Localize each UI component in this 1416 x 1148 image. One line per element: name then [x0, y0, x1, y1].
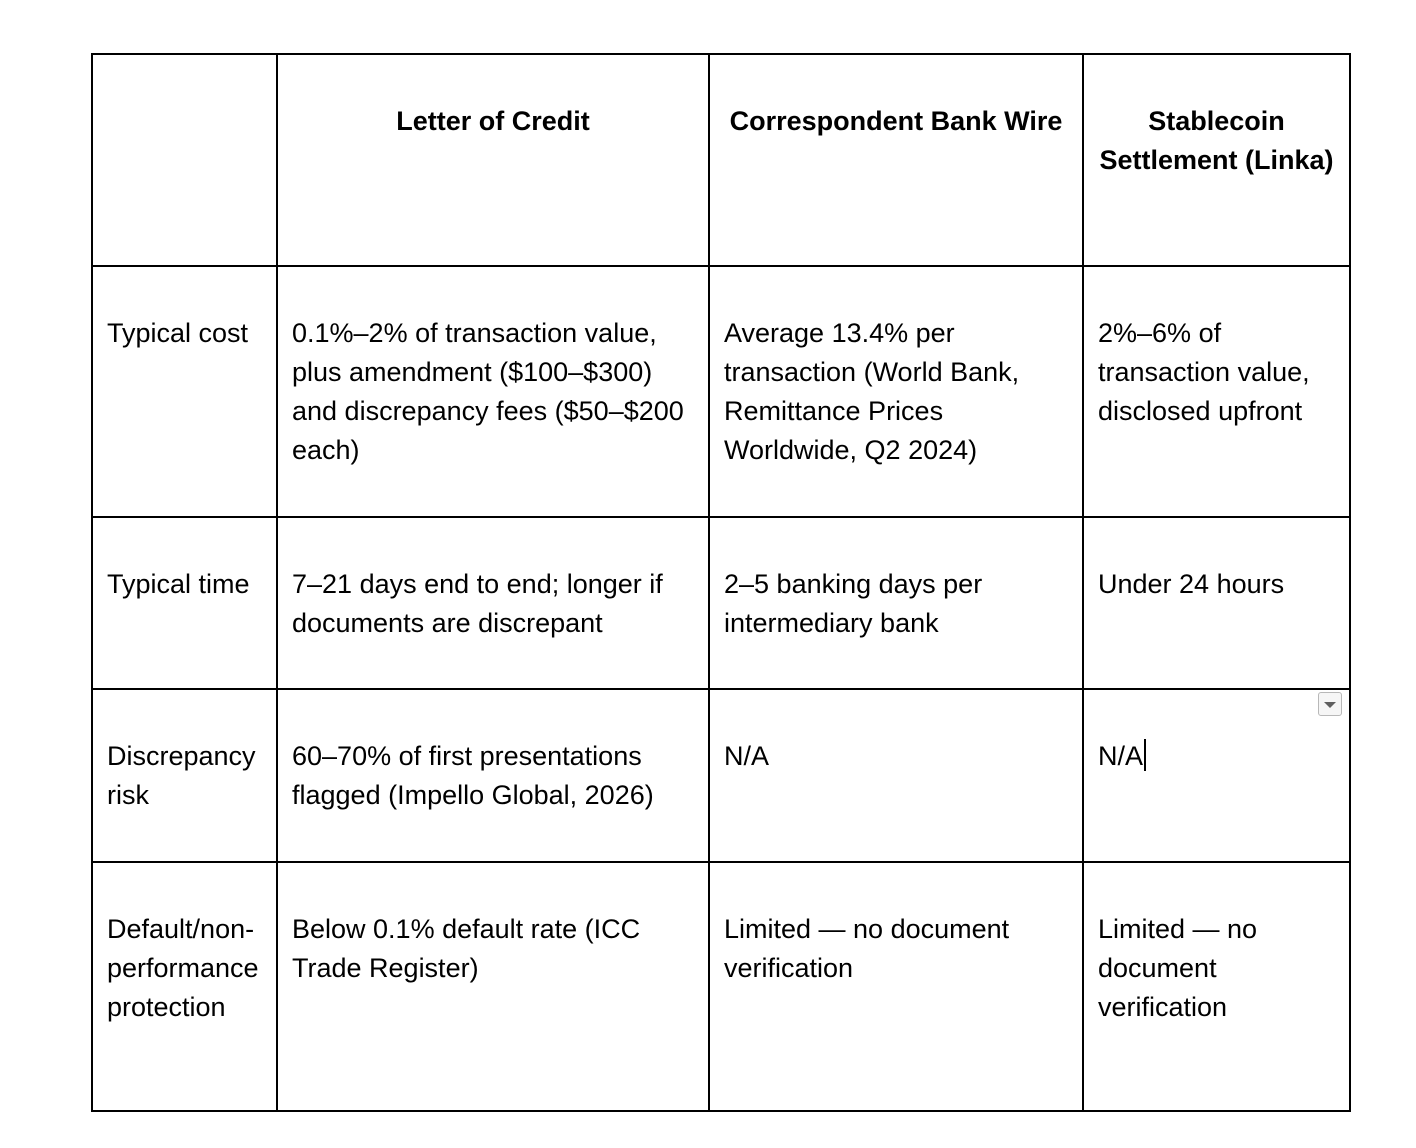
cell-dropdown-button[interactable]: [1318, 692, 1342, 716]
header-cell-empty[interactable]: [92, 54, 277, 266]
cell-discrepancy-stablecoin-active[interactable]: [1083, 689, 1350, 862]
cell-discrepancy-bank-wire[interactable]: N/A: [709, 689, 1083, 862]
comparison-table: [91, 53, 1351, 1112]
cell-time-letter-of-credit[interactable]: 7–21 days end to end; longer if documents are discrepant: [277, 517, 709, 689]
cell-cost-stablecoin[interactable]: 2%–6% of transaction value, disclosed upfront: [1083, 266, 1350, 517]
table-header-row: [92, 54, 1350, 266]
table-row-discrepancy-risk: [92, 689, 1350, 862]
header-stablecoin-settlement[interactable]: Stablecoin Settlement (Linka): [1083, 54, 1350, 266]
cell-cost-bank-wire[interactable]: Average 13.4% per transaction (World Bank, Remittance Prices Worldwide, Q2 2024): [709, 266, 1083, 517]
cell-time-stablecoin[interactable]: Under 24 hours: [1083, 517, 1350, 689]
cell-discrepancy-stablecoin-text: N/A: [1098, 741, 1144, 771]
header-correspondent-bank-wire[interactable]: Correspondent Bank Wire: [709, 54, 1083, 266]
cell-default-bank-wire[interactable]: Limited — no document verification: [709, 862, 1083, 1111]
text-cursor: [1144, 739, 1146, 771]
table-row-typical-time: [92, 517, 1350, 689]
cell-default-stablecoin[interactable]: Limited — no document verification: [1083, 862, 1350, 1111]
row-label-discrepancy-risk[interactable]: Discrepancy risk: [92, 689, 277, 862]
cell-discrepancy-letter-of-credit[interactable]: 60–70% of first presentations flagged (Impello Global, 2026): [277, 689, 709, 862]
header-letter-of-credit[interactable]: Letter of Credit: [277, 54, 709, 266]
row-label-typical-cost[interactable]: Typical cost: [92, 266, 277, 517]
cell-default-letter-of-credit[interactable]: Below 0.1% default rate (ICC Trade Register): [277, 862, 709, 1111]
table-row-typical-cost: [92, 266, 1350, 517]
cell-time-bank-wire[interactable]: 2–5 banking days per intermediary bank: [709, 517, 1083, 689]
row-label-typical-time[interactable]: Typical time: [92, 517, 277, 689]
table-row-default-protection: [92, 862, 1350, 1111]
cell-cost-letter-of-credit[interactable]: 0.1%–2% of transaction value, plus amendment ($100–$300) and discrepancy fees ($50–$200 each): [277, 266, 709, 517]
row-label-default-protection[interactable]: Default/non-performance protection: [92, 862, 277, 1111]
chevron-down-icon: [1324, 702, 1336, 708]
